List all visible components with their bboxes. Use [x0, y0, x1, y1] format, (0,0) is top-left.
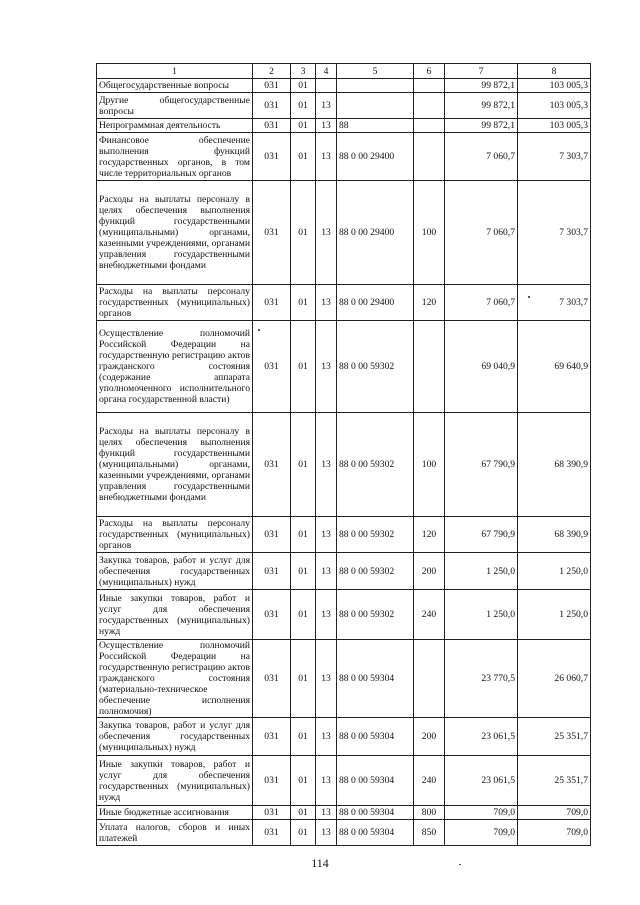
amount-year1-cell: 709,0 [445, 806, 518, 820]
amount-year2-cell: 1 250,0 [518, 553, 591, 590]
expense-type-cell [414, 640, 445, 718]
amount-year2-cell: 709,0 [518, 806, 591, 820]
amount-year2-cell: 103 005,3 [518, 119, 591, 133]
expense-type-cell: 120 [414, 517, 445, 553]
ministry-code-cell: 031 [253, 806, 291, 820]
row-name-cell: Закупка товаров, работ и услуг для обеспечения государственных (муниципальных) нужд [97, 553, 253, 590]
target-article-cell: 88 [337, 119, 414, 133]
ministry-code-cell: 031 [253, 820, 291, 846]
amount-year2-cell: 68 390,9 [518, 517, 591, 553]
table-row [97, 321, 591, 413]
expense-type-cell: 800 [414, 806, 445, 820]
table-row [97, 806, 591, 820]
amount-year2-cell: 69 640,9 [518, 321, 591, 413]
subsection-code-cell: 13 [316, 553, 337, 590]
section-code-cell: 01 [291, 119, 316, 133]
header-cell: 3 [291, 64, 316, 79]
subsection-code-cell: 13 [316, 718, 337, 756]
row-name-cell: Расходы на выплаты персоналу в целях обеспечения выполнения функций государственными (муниципальными) органами, казенными учреждениями, органами управления государственными внебюджетными фондами [97, 413, 253, 517]
table-row [97, 553, 591, 590]
amount-year1-cell: 1 250,0 [445, 590, 518, 640]
row-name-cell: Закупка товаров, работ и услуг для обеспечения государственных (муниципальных) нужд [97, 718, 253, 756]
row-name-cell: Финансовое обеспечение выполнения функций государственных органов, в том числе территориальных органов [97, 133, 253, 181]
amount-year1-cell: 7 060,7 [445, 133, 518, 181]
ministry-code-cell: 031 [253, 133, 291, 181]
page-number: 114 [311, 856, 329, 870]
target-article-cell: 88 0 00 59304 [337, 806, 414, 820]
ministry-code-cell: 031 [253, 79, 291, 93]
ministry-code-cell: 031 [253, 590, 291, 640]
ministry-code-cell: 031 [253, 93, 291, 119]
section-code-cell: 01 [291, 640, 316, 718]
section-code-cell: 01 [291, 806, 316, 820]
ministry-code-cell: 031 [253, 718, 291, 756]
expense-type-cell: 850 [414, 820, 445, 846]
amount-year1-cell: 709,0 [445, 820, 518, 846]
scan-speck [459, 864, 461, 865]
amount-year1-cell: 99 872,1 [445, 79, 518, 93]
ministry-code-cell: 031 [253, 756, 291, 806]
expense-type-cell: 100 [414, 181, 445, 285]
target-article-cell: 88 0 00 59304 [337, 640, 414, 718]
subsection-code-cell: 13 [316, 133, 337, 181]
section-code-cell: 01 [291, 93, 316, 119]
amount-year2-cell: 26 060,7 [518, 640, 591, 718]
row-name-cell: Расходы на выплаты персоналу государственных (муниципальных) органов [97, 285, 253, 321]
amount-year1-cell: 69 040,9 [445, 321, 518, 413]
header-cell: 6 [414, 64, 445, 79]
scan-speck [528, 296, 530, 298]
amount-year1-cell: 23 770,5 [445, 640, 518, 718]
table-row [97, 590, 591, 640]
row-name-cell: Расходы на выплаты персоналу государственных (муниципальных) органов [97, 517, 253, 553]
expense-type-cell: 100 [414, 413, 445, 517]
subsection-code-cell [316, 79, 337, 93]
table-header-row [97, 64, 591, 79]
table-row [97, 285, 591, 321]
row-name-cell: Осуществление полномочий Российской Федерации на государственную регистрацию актов гражданского состояния (содержание аппарата уполномоченного исполнительного органа государственной власти) [97, 321, 253, 413]
table-row [97, 640, 591, 718]
header-cell: 7 [445, 64, 518, 79]
section-code-cell: 01 [291, 285, 316, 321]
subsection-code-cell: 13 [316, 285, 337, 321]
amount-year1-cell: 1 250,0 [445, 553, 518, 590]
expense-type-cell: 120 [414, 285, 445, 321]
amount-year2-cell: 709,0 [518, 820, 591, 846]
table-row [97, 93, 591, 119]
expense-type-cell: 240 [414, 756, 445, 806]
ministry-code-cell: 031 [253, 285, 291, 321]
amount-year1-cell: 23 061,5 [445, 756, 518, 806]
table-row [97, 79, 591, 93]
target-article-cell: 88 0 00 29400 [337, 133, 414, 181]
section-code-cell: 01 [291, 517, 316, 553]
ministry-code-cell: 031 [253, 119, 291, 133]
subsection-code-cell: 13 [316, 321, 337, 413]
section-code-cell: 01 [291, 133, 316, 181]
header-cell: 8 [518, 64, 591, 79]
target-article-cell: 88 0 00 59302 [337, 553, 414, 590]
subsection-code-cell: 13 [316, 93, 337, 119]
row-name-cell: Уплата налогов, сборов и иных платежей [97, 820, 253, 846]
expense-type-cell [414, 93, 445, 119]
amount-year2-cell: 25 351,7 [518, 756, 591, 806]
row-name-cell: Общегосударственные вопросы [97, 79, 253, 93]
ministry-code-cell: 031 [253, 321, 291, 413]
amount-year1-cell: 67 790,9 [445, 413, 518, 517]
amount-year1-cell: 67 790,9 [445, 517, 518, 553]
ministry-code-cell: 031 [253, 517, 291, 553]
table-row [97, 413, 591, 517]
row-name-cell: Иные бюджетные ассигнования [97, 806, 253, 820]
amount-year2-cell: 7 303,7 [518, 181, 591, 285]
table-body [97, 79, 591, 846]
scan-speck [258, 329, 260, 331]
target-article-cell [337, 93, 414, 119]
row-name-cell: Иные закупки товаров, работ и услуг для обеспечения государственных (муниципальных) нужд [97, 590, 253, 640]
expense-type-cell [414, 119, 445, 133]
amount-year2-cell: 25 351,7 [518, 718, 591, 756]
target-article-cell: 88 0 00 59302 [337, 517, 414, 553]
section-code-cell: 01 [291, 756, 316, 806]
target-article-cell: 88 0 00 59304 [337, 718, 414, 756]
amount-year2-cell: 7 303,7 [518, 285, 591, 321]
section-code-cell: 01 [291, 181, 316, 285]
row-name-cell: Расходы на выплаты персоналу в целях обеспечения выполнения функций государственными (муниципальными) органами, казенными учреждениями, органами управления государственными внебюджетными фондами [97, 181, 253, 285]
table-row [97, 133, 591, 181]
row-name-cell: Осуществление полномочий Российской Федерации на государственную регистрацию актов гражданского состояния (материально-техническое обеспечение исполнения полномочия) [97, 640, 253, 718]
target-article-cell: 88 0 00 59304 [337, 756, 414, 806]
budget-table [96, 63, 591, 846]
expense-type-cell: 200 [414, 553, 445, 590]
amount-year1-cell: 99 872,1 [445, 119, 518, 133]
subsection-code-cell: 13 [316, 640, 337, 718]
subsection-code-cell: 13 [316, 820, 337, 846]
table-row [97, 820, 591, 846]
target-article-cell [337, 79, 414, 93]
amount-year1-cell: 23 061,5 [445, 718, 518, 756]
subsection-code-cell: 13 [316, 517, 337, 553]
subsection-code-cell: 13 [316, 181, 337, 285]
amount-year1-cell: 99 872,1 [445, 93, 518, 119]
ministry-code-cell: 031 [253, 553, 291, 590]
header-cell: 4 [316, 64, 337, 79]
subsection-code-cell: 13 [316, 756, 337, 806]
header-cell: 1 [97, 64, 253, 79]
amount-year2-cell: 1 250,0 [518, 590, 591, 640]
ministry-code-cell: 031 [253, 640, 291, 718]
table-row [97, 718, 591, 756]
section-code-cell: 01 [291, 79, 316, 93]
row-name-cell: Непрограммная деятельность [97, 119, 253, 133]
section-code-cell: 01 [291, 321, 316, 413]
amount-year1-cell: 7 060,7 [445, 181, 518, 285]
target-article-cell: 88 0 00 29400 [337, 285, 414, 321]
row-name-cell: Иные закупки товаров, работ и услуг для обеспечения государственных (муниципальных) нужд [97, 756, 253, 806]
expense-type-cell [414, 79, 445, 93]
target-article-cell: 88 0 00 59302 [337, 590, 414, 640]
section-code-cell: 01 [291, 553, 316, 590]
subsection-code-cell: 13 [316, 119, 337, 133]
expense-type-cell: 240 [414, 590, 445, 640]
expense-type-cell [414, 321, 445, 413]
section-code-cell: 01 [291, 718, 316, 756]
section-code-cell: 01 [291, 590, 316, 640]
subsection-code-cell: 13 [316, 413, 337, 517]
header-cell: 2 [253, 64, 291, 79]
section-code-cell: 01 [291, 413, 316, 517]
header-cell: 5 [337, 64, 414, 79]
target-article-cell: 88 0 00 59304 [337, 820, 414, 846]
expense-type-cell [414, 133, 445, 181]
table-row [97, 756, 591, 806]
section-code-cell: 01 [291, 820, 316, 846]
ministry-code-cell: 031 [253, 413, 291, 517]
row-name-cell: Другие общегосударственные вопросы [97, 93, 253, 119]
table-row [97, 119, 591, 133]
target-article-cell: 88 0 00 29400 [337, 181, 414, 285]
subsection-code-cell: 13 [316, 806, 337, 820]
subsection-code-cell: 13 [316, 590, 337, 640]
table-row [97, 517, 591, 553]
amount-year2-cell: 7 303,7 [518, 133, 591, 181]
amount-year2-cell: 103 005,3 [518, 79, 591, 93]
amount-year2-cell: 68 390,9 [518, 413, 591, 517]
target-article-cell: 88 0 00 59302 [337, 321, 414, 413]
amount-year1-cell: 7 060,7 [445, 285, 518, 321]
ministry-code-cell: 031 [253, 181, 291, 285]
target-article-cell: 88 0 00 59302 [337, 413, 414, 517]
expense-type-cell: 200 [414, 718, 445, 756]
amount-year2-cell: 103 005,3 [518, 93, 591, 119]
table-row [97, 181, 591, 285]
